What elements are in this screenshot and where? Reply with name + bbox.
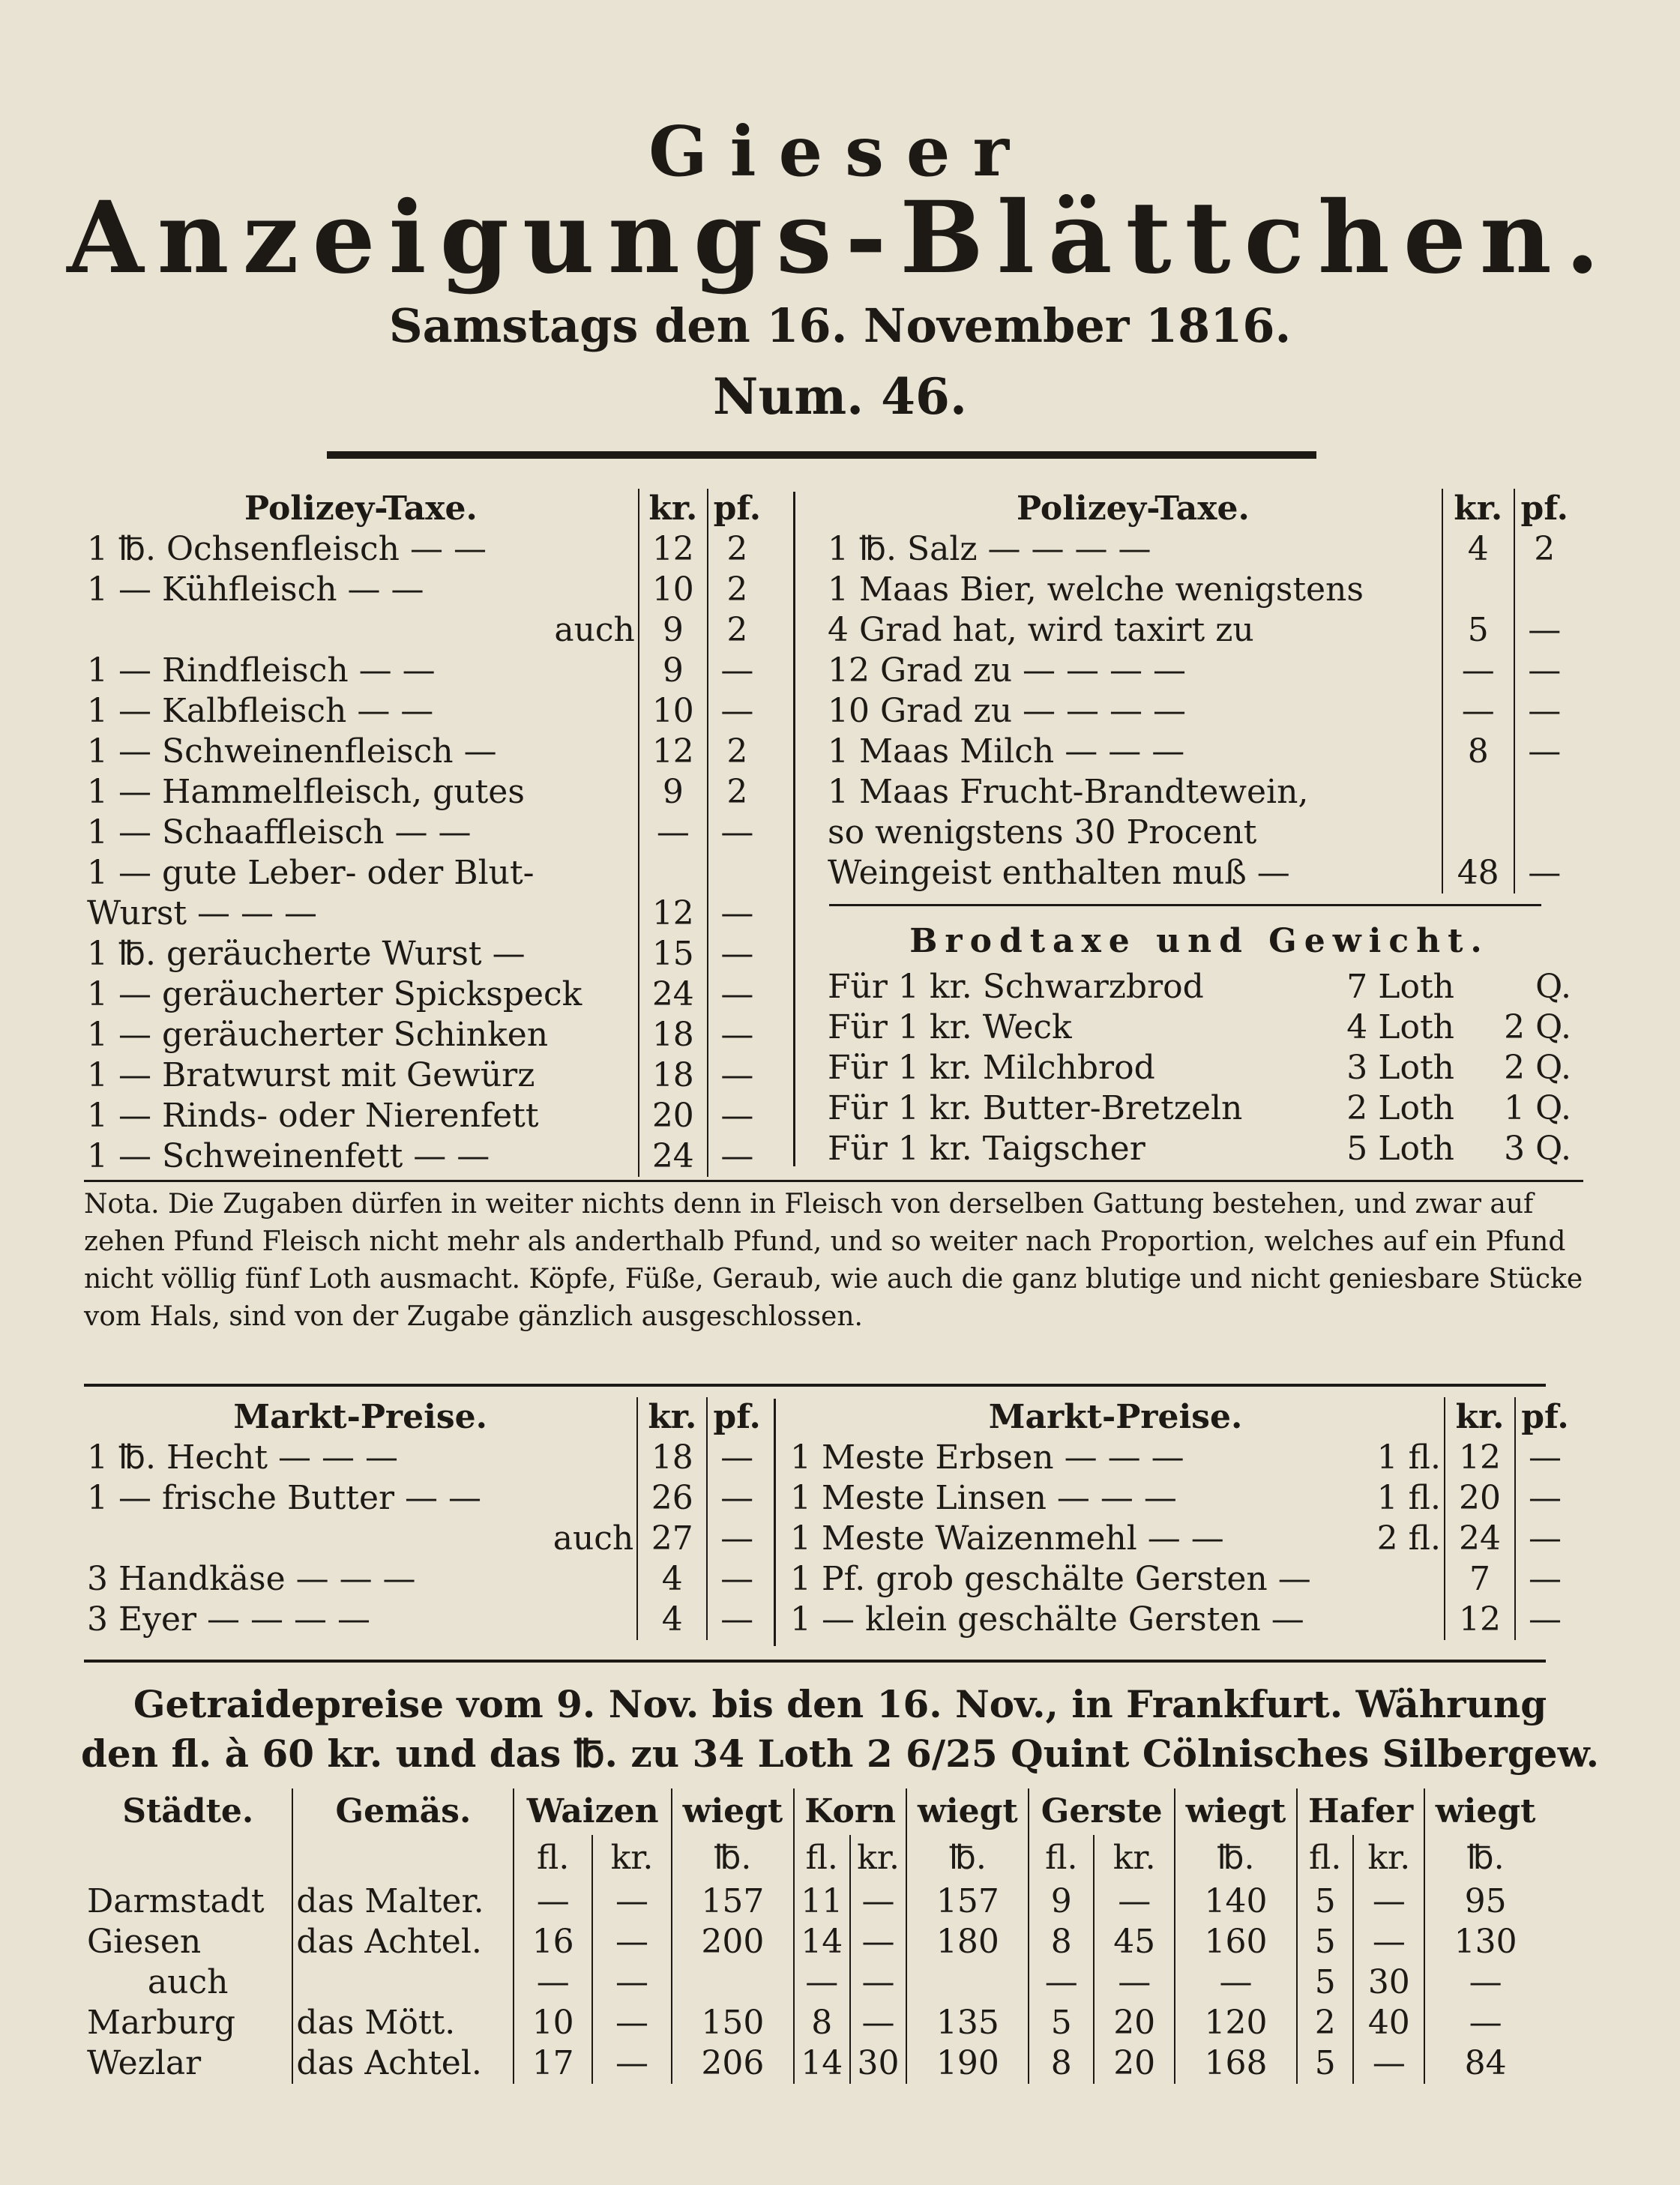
item-name: 10 Grad zu — — — — xyxy=(828,692,1187,730)
bread-weight-quint: 2 Q. xyxy=(1504,1049,1571,1087)
column-subheader-blank xyxy=(292,1835,514,1881)
table-row xyxy=(825,570,1574,610)
price-kr: 4 xyxy=(637,1559,707,1600)
markt-preise-right xyxy=(787,1397,1574,1640)
price-pf: — xyxy=(708,934,766,974)
col-pf: pf. xyxy=(1515,1397,1574,1438)
col-pf: pf. xyxy=(708,489,766,529)
item-name: 12 Grad zu — — — — xyxy=(828,651,1187,690)
getraide-rule xyxy=(84,1660,1546,1663)
table-row xyxy=(825,967,1574,1007)
table-title: Markt-Preise. xyxy=(988,1398,1243,1436)
item-name: 1 ℔. Hecht — — — xyxy=(87,1438,398,1477)
price-pf: 2 xyxy=(708,772,766,813)
table-row xyxy=(825,1129,1574,1169)
table-row xyxy=(825,853,1574,893)
price-kr: — xyxy=(1442,651,1514,691)
price-pf: — xyxy=(1514,610,1574,651)
price-kr: 18 xyxy=(637,1438,707,1478)
price-pf: — xyxy=(708,651,766,691)
table-row xyxy=(84,934,766,974)
bread-item: Für 1 kr. Weck xyxy=(828,1008,1072,1046)
bread-item: Für 1 kr. Butter-Bretzeln xyxy=(828,1089,1243,1127)
table-cell: 180 xyxy=(906,1922,1029,1962)
item-name: 1 — gute Leber- oder Blut- xyxy=(87,854,535,892)
table-cell: — xyxy=(850,1922,907,1962)
price-pf: 2 xyxy=(708,570,766,610)
table-cell: 95 xyxy=(1424,1881,1546,1922)
brod-rule xyxy=(829,904,1541,906)
price-fl: 1 fl. xyxy=(1376,1438,1441,1477)
getraide-title-1: Getraidepreise vom 9. Nov. bis den 16. Nov., in Frankfurt. Währung xyxy=(133,1682,1547,1726)
table-row xyxy=(84,1519,766,1559)
table-row xyxy=(84,1922,1546,1962)
column-header: wiegt xyxy=(1424,1788,1546,1835)
table-cell: — xyxy=(1353,1922,1424,1962)
table-cell: 150 xyxy=(672,2003,794,2043)
bread-weight-quint: 3 Q. xyxy=(1504,1130,1571,1168)
table-cell: 20 xyxy=(1094,2043,1175,2084)
column-header: Städte. xyxy=(122,1792,254,1830)
table-cell: 14 xyxy=(794,1922,850,1962)
item-name: 1 — Rindfleisch — — xyxy=(87,651,436,690)
item-name: 1 ℔. geräucherte Wurst — xyxy=(87,935,526,973)
measure xyxy=(292,1962,514,2003)
price-pf: — xyxy=(707,1438,766,1478)
table-row xyxy=(825,691,1574,732)
item-name: 1 — Schweinenfleisch — xyxy=(87,732,497,771)
bread-item: Für 1 kr. Taigscher xyxy=(828,1130,1145,1168)
table-row xyxy=(825,813,1574,853)
table-row xyxy=(787,1478,1574,1519)
price-kr: 4 xyxy=(1442,529,1514,570)
price-pf xyxy=(1514,772,1574,813)
table-cell: — xyxy=(1353,2043,1424,2084)
column-header: wiegt xyxy=(906,1788,1029,1835)
table-cell: 10 xyxy=(514,2003,592,2043)
price-kr: 4 xyxy=(637,1600,707,1640)
bread-weight-quint: Q. xyxy=(1535,968,1571,1006)
price-pf: — xyxy=(1514,691,1574,732)
city: Wezlar xyxy=(87,2044,202,2082)
measure: das Achtel. xyxy=(292,2043,514,2084)
item-name: 1 Meste Erbsen — — — xyxy=(790,1438,1184,1477)
table-cell: 8 xyxy=(1029,2043,1094,2084)
city: Giesen xyxy=(87,1923,202,1961)
table-cell: 40 xyxy=(1353,2003,1424,2043)
measure: das Mött. xyxy=(292,2003,514,2043)
issue-date: Samstags den 16. November 1816. xyxy=(388,298,1292,353)
table-row xyxy=(84,1136,766,1177)
table-cell: 84 xyxy=(1424,2043,1546,2084)
item-name: 1 — geräucherter Spickspeck xyxy=(87,975,582,1013)
price-kr: 8 xyxy=(1442,732,1514,772)
table-cell: 8 xyxy=(794,2003,850,2043)
price-pf: — xyxy=(1514,732,1574,772)
column-header: Gerste xyxy=(1029,1788,1175,1835)
price-pf: — xyxy=(707,1600,766,1640)
item-name: auch xyxy=(553,1519,634,1558)
table-row xyxy=(84,1962,1546,2003)
price-kr: 15 xyxy=(639,934,708,974)
price-kr: 9 xyxy=(639,772,708,813)
table-cell xyxy=(906,1962,1029,2003)
table-cell: 190 xyxy=(906,2043,1029,2084)
price-kr xyxy=(1442,570,1514,610)
price-kr: 48 xyxy=(1442,853,1514,893)
table-cell: — xyxy=(1094,1881,1175,1922)
table-row xyxy=(84,1478,766,1519)
bread-item: Für 1 kr. Schwarzbrod xyxy=(828,968,1204,1006)
table-row xyxy=(84,2003,1546,2043)
column-header: Gemäs. xyxy=(292,1788,514,1835)
issue-number: Num. 46. xyxy=(713,367,967,426)
item-name: 1 — frische Butter — — xyxy=(87,1479,482,1517)
bread-weight-quint: 2 Q. xyxy=(1504,1008,1571,1046)
table-cell: 8 xyxy=(1029,1922,1094,1962)
col-pf: pf. xyxy=(1514,489,1574,529)
item-name: auch xyxy=(554,611,635,649)
item-name: 1 ℔. Ochsenfleisch — — xyxy=(87,530,487,568)
table-row xyxy=(84,1438,766,1478)
column-divider xyxy=(793,492,795,1166)
table-row xyxy=(787,1600,1574,1640)
table-row xyxy=(825,610,1574,651)
price-kr: 5 xyxy=(1442,610,1514,651)
price-kr: — xyxy=(1442,691,1514,732)
table-row xyxy=(825,1007,1574,1048)
price-pf: — xyxy=(1514,853,1574,893)
price-pf: — xyxy=(708,974,766,1015)
item-name: 1 — Hammelfleisch, gutes xyxy=(87,773,525,811)
item-name: 1 — geräucherter Schinken xyxy=(87,1016,549,1054)
table-cell: 17 xyxy=(514,2043,592,2084)
measure: das Malter. xyxy=(292,1881,514,1922)
table-cell: 30 xyxy=(850,2043,907,2084)
item-name: 3 Handkäse — — — xyxy=(87,1560,416,1598)
column-subheader: ℔. xyxy=(906,1835,1029,1881)
table-cell: 9 xyxy=(1029,1881,1094,1922)
table-row xyxy=(84,1559,766,1600)
price-kr xyxy=(1442,772,1514,813)
price-fl: 2 fl. xyxy=(1376,1519,1441,1558)
price-pf: — xyxy=(708,1055,766,1096)
column-subheader: fl. xyxy=(1297,1835,1354,1881)
item-name: 1 — klein geschälte Gersten — xyxy=(790,1600,1304,1639)
table-row xyxy=(84,570,766,610)
table-row xyxy=(84,1055,766,1096)
item-name: 1 Meste Linsen — — — xyxy=(790,1479,1177,1517)
table-cell: 30 xyxy=(1353,1962,1424,2003)
city: Darmstadt xyxy=(87,1882,265,1920)
table-row xyxy=(84,651,766,691)
price-kr: 26 xyxy=(637,1478,707,1519)
table-cell: — xyxy=(1094,1962,1175,2003)
price-pf: — xyxy=(707,1478,766,1519)
table-cell: 45 xyxy=(1094,1922,1175,1962)
price-pf: — xyxy=(708,691,766,732)
table-row xyxy=(84,610,766,651)
price-pf: — xyxy=(1515,1559,1574,1600)
column-header: Korn xyxy=(794,1788,907,1835)
price-kr: 20 xyxy=(639,1096,708,1136)
table-row xyxy=(84,2043,1546,2084)
item-name: Weingeist enthalten muß — xyxy=(828,854,1290,892)
city: Marburg xyxy=(87,2004,236,2042)
table-row xyxy=(825,1048,1574,1088)
table-cell: 120 xyxy=(1175,2003,1297,2043)
column-subheader: fl. xyxy=(514,1835,592,1881)
table-row xyxy=(84,813,766,853)
item-name: 1 — Bratwurst mit Gewürz xyxy=(87,1056,535,1094)
price-pf: — xyxy=(1515,1438,1574,1478)
col-kr: kr. xyxy=(1442,489,1514,529)
column-subheader: ℔. xyxy=(1175,1835,1297,1881)
table-cell: 168 xyxy=(1175,2043,1297,2084)
price-kr: 9 xyxy=(639,651,708,691)
price-kr: 12 xyxy=(639,529,708,570)
table-cell: 157 xyxy=(906,1881,1029,1922)
item-name: 1 — Kühfleisch — — xyxy=(87,570,424,609)
item-name: 1 — Kalbfleisch — — xyxy=(87,692,434,730)
table-cell: — xyxy=(592,2003,672,2043)
item-name: 1 — Rinds- oder Nierenfett xyxy=(87,1097,539,1135)
table-cell: 20 xyxy=(1094,2003,1175,2043)
table-cell: — xyxy=(514,1962,592,2003)
price-kr: 12 xyxy=(639,893,708,934)
table-cell: 5 xyxy=(1297,1962,1354,2003)
table-cell: 5 xyxy=(1297,1922,1354,1962)
price-fl: 1 fl. xyxy=(1376,1479,1441,1517)
table-cell: — xyxy=(794,1962,850,2003)
table-cell: — xyxy=(592,1962,672,2003)
table-cell: 140 xyxy=(1175,1881,1297,1922)
table-row xyxy=(84,1015,766,1055)
col-kr: kr. xyxy=(1445,1397,1515,1438)
item-name: Wurst — — — xyxy=(87,894,318,932)
table-row xyxy=(84,1096,766,1136)
table-cell: — xyxy=(514,1881,592,1922)
table-cell: 5 xyxy=(1029,2003,1094,2043)
table-row xyxy=(825,529,1574,570)
price-kr: 18 xyxy=(639,1055,708,1096)
table-cell: 157 xyxy=(672,1881,794,1922)
table-row xyxy=(84,732,766,772)
price-kr: 24 xyxy=(639,1136,708,1177)
table-cell: 160 xyxy=(1175,1922,1297,1962)
price-pf: — xyxy=(708,1015,766,1055)
table-title: Polizey-Taxe. xyxy=(244,489,478,528)
bread-weight-loth: 4 Loth xyxy=(1346,1008,1454,1046)
column-subheader: kr. xyxy=(592,1835,672,1881)
column-header: Hafer xyxy=(1297,1788,1424,1835)
column-header: wiegt xyxy=(672,1788,794,1835)
table-cell: 14 xyxy=(794,2043,850,2084)
price-kr: 24 xyxy=(1445,1519,1515,1559)
table-row xyxy=(84,853,766,893)
item-name: 1 — Schweinenfett — — xyxy=(87,1137,490,1175)
price-pf: — xyxy=(708,1096,766,1136)
table-cell: — xyxy=(850,2003,907,2043)
col-kr: kr. xyxy=(639,489,708,529)
price-pf: — xyxy=(1514,651,1574,691)
table-cell: 5 xyxy=(1297,1881,1354,1922)
table-row xyxy=(825,1088,1574,1129)
bread-weight-loth: 5 Loth xyxy=(1346,1130,1454,1168)
price-kr: 7 xyxy=(1445,1559,1515,1600)
masthead-line1: Gieser xyxy=(648,111,1032,192)
price-pf: 2 xyxy=(1514,529,1574,570)
item-name: 1 Pf. grob geschälte Gersten — xyxy=(790,1560,1311,1598)
col-pf: pf. xyxy=(707,1397,766,1438)
table-cell: — xyxy=(592,2043,672,2084)
item-name: 4 Grad hat, wird taxirt zu xyxy=(828,611,1254,649)
brodtaxe-table xyxy=(825,967,1574,1169)
price-pf: 2 xyxy=(708,610,766,651)
masthead-title: Anzeigungs-Blättchen. xyxy=(67,180,1613,296)
column-subheader: fl. xyxy=(794,1835,850,1881)
price-fl xyxy=(1367,1559,1445,1600)
table-cell: 16 xyxy=(514,1922,592,1962)
price-pf: — xyxy=(707,1559,766,1600)
table-row xyxy=(84,529,766,570)
column-header: Waizen xyxy=(514,1788,672,1835)
table-row xyxy=(787,1519,1574,1559)
column-header: wiegt xyxy=(1175,1788,1297,1835)
bread-weight-loth: 3 Loth xyxy=(1346,1049,1454,1087)
price-kr: 18 xyxy=(639,1015,708,1055)
price-pf: — xyxy=(707,1519,766,1559)
city: auch xyxy=(147,1963,229,2001)
price-kr xyxy=(1442,813,1514,853)
nota-rule xyxy=(84,1180,1583,1182)
bread-weight-loth: 7 Loth xyxy=(1346,968,1454,1006)
col-kr: kr. xyxy=(637,1397,707,1438)
polizey-taxe-left xyxy=(84,489,766,1177)
item-name: so wenigstens 30 Procent xyxy=(828,813,1257,852)
table-cell: 2 xyxy=(1297,2003,1354,2043)
price-kr: 12 xyxy=(639,732,708,772)
table-cell xyxy=(672,1962,794,2003)
price-kr: 12 xyxy=(1445,1438,1515,1478)
column-subheader: kr. xyxy=(1094,1835,1175,1881)
price-pf xyxy=(708,853,766,893)
table-row xyxy=(825,732,1574,772)
bread-item: Für 1 kr. Milchbrod xyxy=(828,1049,1155,1087)
price-kr: — xyxy=(639,813,708,853)
table-cell: 11 xyxy=(794,1881,850,1922)
item-name: 3 Eyer — — — — xyxy=(87,1600,370,1639)
getraide-table xyxy=(84,1788,1546,2084)
polizey-taxe-right xyxy=(825,489,1574,893)
table-cell: — xyxy=(1353,1881,1424,1922)
nota-text: Nota. Die Zugaben dürfen in weiter nichts denn in Fleisch von derselben Gattung bestehen, und zwar auf zehen Pfund Fleisch nicht mehr als anderthalb Pfund, und so weiter nach Proportion, welches auf ein Pfund nicht völlig fünf Loth ausmacht. Köpfe, Füße, Geraub, wie auch die ganz blutige und nicht geniesbare Stücke vom Hals, sind von der Zugabe gänzlich ausgeschlossen. xyxy=(84,1189,1583,1332)
table-title: Markt-Preise. xyxy=(233,1398,487,1436)
item-name: 1 Meste Waizenmehl — — xyxy=(790,1519,1224,1558)
bread-weight-quint: 1 Q. xyxy=(1504,1089,1571,1127)
item-name: 1 ℔. Salz — — — — xyxy=(828,530,1151,568)
price-pf: — xyxy=(1515,1478,1574,1519)
table-row xyxy=(787,1559,1574,1600)
price-pf: — xyxy=(708,893,766,934)
table-row xyxy=(787,1438,1574,1478)
column-divider xyxy=(774,1399,776,1646)
price-kr: 20 xyxy=(1445,1478,1515,1519)
table-row xyxy=(84,1600,766,1640)
table-cell: — xyxy=(1175,1962,1297,2003)
table-cell: — xyxy=(592,1881,672,1922)
price-kr: 9 xyxy=(639,610,708,651)
table-cell: 130 xyxy=(1424,1922,1546,1962)
table-cell: 5 xyxy=(1297,2043,1354,2084)
table-cell: — xyxy=(592,1922,672,1962)
price-kr: 27 xyxy=(637,1519,707,1559)
table-row xyxy=(84,691,766,732)
table-cell: 135 xyxy=(906,2003,1029,2043)
table-cell: 206 xyxy=(672,2043,794,2084)
table-row xyxy=(84,772,766,813)
header-rule xyxy=(327,451,1316,459)
price-pf: 2 xyxy=(708,529,766,570)
price-kr xyxy=(639,853,708,893)
price-pf: 2 xyxy=(708,732,766,772)
price-kr: 24 xyxy=(639,974,708,1015)
markt-preise-left xyxy=(84,1397,766,1640)
table-row xyxy=(825,651,1574,691)
price-kr: 10 xyxy=(639,691,708,732)
table-cell: 200 xyxy=(672,1922,794,1962)
column-subheader: kr. xyxy=(850,1835,907,1881)
measure: das Achtel. xyxy=(292,1922,514,1962)
column-subheader: ℔. xyxy=(1424,1835,1546,1881)
price-kr: 12 xyxy=(1445,1600,1515,1640)
table-row xyxy=(84,974,766,1015)
price-pf: — xyxy=(708,1136,766,1177)
column-subheader: ℔. xyxy=(672,1835,794,1881)
price-pf: — xyxy=(1515,1600,1574,1640)
price-pf: — xyxy=(1515,1519,1574,1559)
table-cell: — xyxy=(1424,2003,1546,2043)
item-name: 1 Maas Bier, welche wenigstens xyxy=(828,570,1364,609)
column-subheader: kr. xyxy=(1353,1835,1424,1881)
column-subheader: fl. xyxy=(1029,1835,1094,1881)
column-subheader-blank xyxy=(84,1835,292,1881)
table-row xyxy=(84,1881,1546,1922)
table-cell: — xyxy=(1029,1962,1094,2003)
item-name: 1 — Schaaffleisch — — xyxy=(87,813,472,852)
table-title: Polizey-Taxe. xyxy=(1017,489,1250,528)
item-name: 1 Maas Frucht-Brandtewein, xyxy=(828,773,1309,811)
price-pf xyxy=(1514,570,1574,610)
table-row xyxy=(825,772,1574,813)
bread-weight-loth: 2 Loth xyxy=(1346,1089,1454,1127)
price-kr: 10 xyxy=(639,570,708,610)
brodtaxe-title: Brodtaxe und Gewicht. xyxy=(909,922,1490,960)
price-fl xyxy=(1367,1600,1445,1640)
markt-rule xyxy=(84,1384,1546,1387)
table-row xyxy=(84,893,766,934)
getraide-title-2: den fl. à 60 kr. und das ℔. zu 34 Loth 2 6/25 Quint Cölnisches Silbergew. xyxy=(80,1732,1600,1776)
table-cell: — xyxy=(850,1962,907,2003)
price-pf xyxy=(1514,813,1574,853)
table-cell: — xyxy=(850,1881,907,1922)
item-name: 1 Maas Milch — — — xyxy=(828,732,1185,771)
price-pf: — xyxy=(708,813,766,853)
table-cell: — xyxy=(1424,1962,1546,2003)
